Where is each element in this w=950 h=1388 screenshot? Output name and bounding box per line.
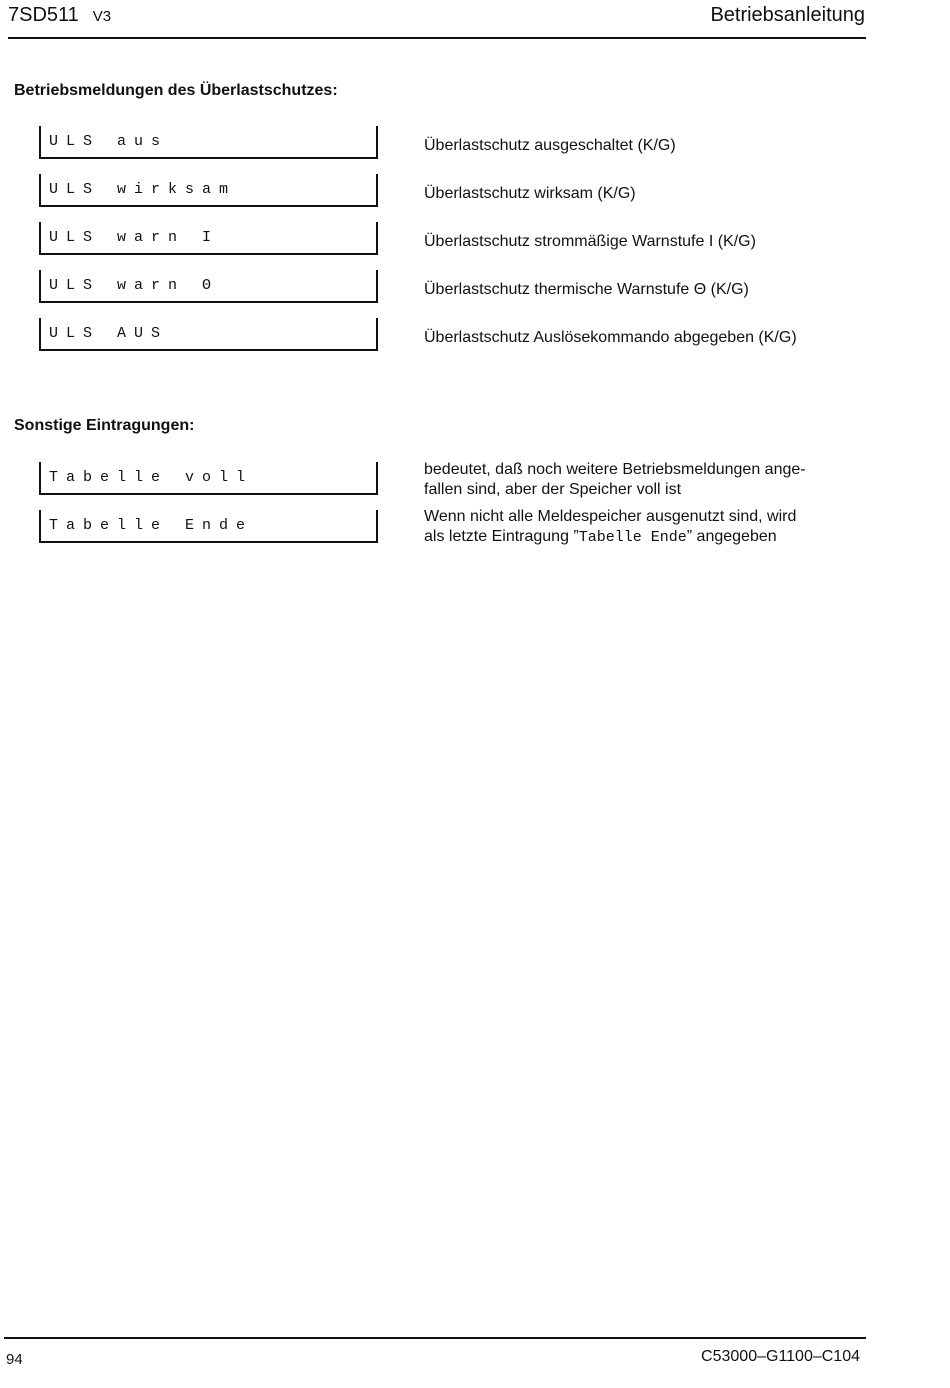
display-box — [39, 462, 378, 495]
page-number: 94 — [6, 1351, 23, 1368]
product-version: V3 — [92, 8, 112, 25]
display-description: Überlastschutz Auslösekommando abgegeben (K/G) — [424, 329, 797, 346]
section-title-overload: Betriebsmeldungen des Überlastschutzes: — [14, 82, 338, 99]
description-line: Wenn nicht alle Meldespeicher ausgenutzt sind, wird — [424, 508, 797, 525]
product-name: 7SD511 — [8, 4, 79, 26]
header-title: Betriebsanleitung — [710, 4, 865, 26]
display-text: Tabelle voll — [49, 469, 254, 486]
description-line: fallen sind, aber der Speicher voll ist — [424, 481, 682, 498]
display-box — [39, 510, 378, 543]
header-divider — [8, 37, 866, 39]
display-description: Überlastschutz strommäßige Warnstufe I (K/G) — [424, 233, 756, 250]
display-description — [424, 460, 806, 500]
description-text: als letzte Eintragung ” — [424, 528, 579, 545]
display-description — [424, 507, 796, 548]
display-description: Überlastschutz wirksam (K/G) — [424, 185, 636, 202]
display-text: ULS AUS — [49, 325, 169, 342]
document-number: C53000–G1100–C104 — [701, 1348, 860, 1365]
section-title-other: Sonstige Eintragungen: — [14, 417, 195, 434]
description-line — [424, 527, 796, 548]
display-text: Tabelle Ende — [49, 517, 254, 534]
display-box — [39, 174, 378, 207]
display-text: ULS wirksam — [49, 181, 237, 198]
header-product — [8, 4, 111, 27]
display-description: Überlastschutz ausgeschaltet (K/G) — [424, 137, 676, 154]
display-text: ULS aus — [49, 133, 169, 150]
display-box — [39, 126, 378, 159]
display-text: ULS warn Θ — [49, 277, 220, 294]
display-text: ULS warn I — [49, 229, 220, 246]
display-box — [39, 318, 378, 351]
display-box — [39, 270, 378, 303]
description-text: ” angegeben — [686, 528, 777, 545]
code-text: Tabelle Ende — [578, 529, 687, 546]
display-description: Überlastschutz thermische Warnstufe Θ (K/G) — [424, 281, 749, 298]
description-line: bedeutet, daß noch weitere Betriebsmeldungen ange- — [424, 461, 806, 478]
footer-divider — [4, 1337, 866, 1339]
display-box — [39, 222, 378, 255]
